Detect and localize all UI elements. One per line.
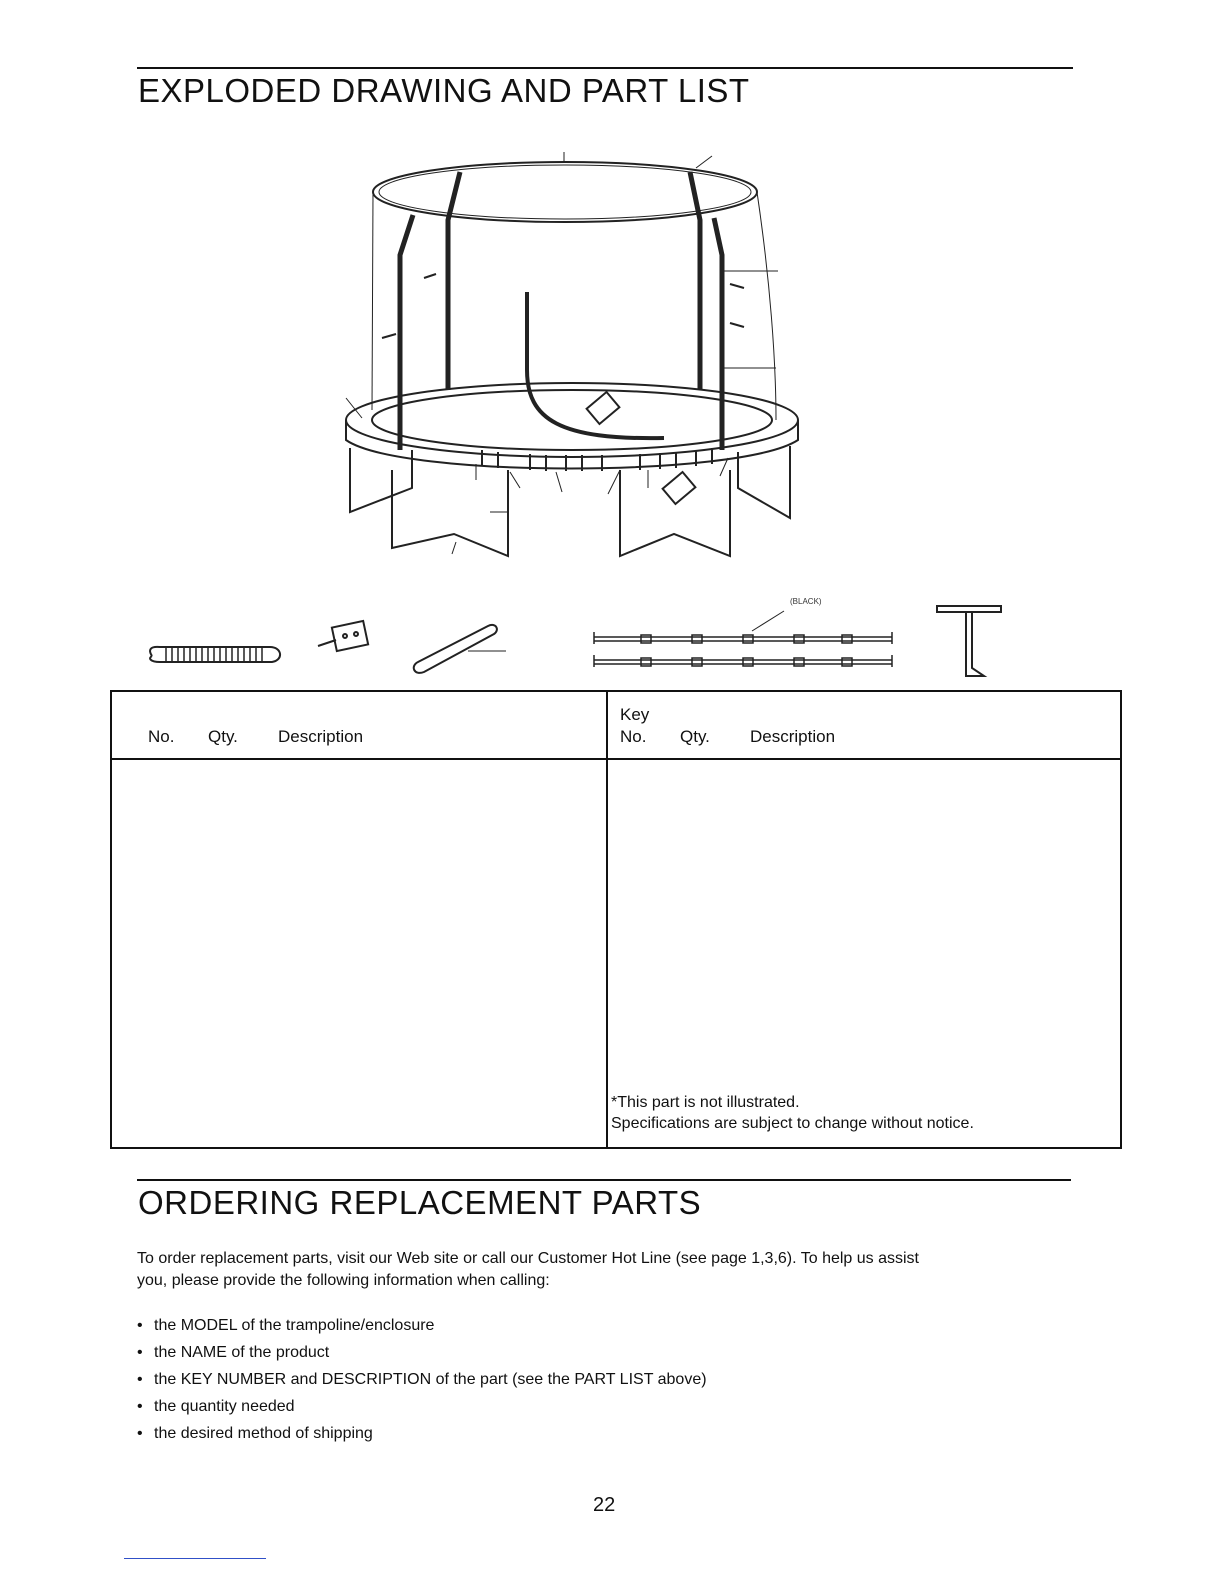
frame-pad-band [346, 420, 798, 469]
left-header-qty: Qty. [208, 727, 238, 746]
net-right-side [757, 192, 776, 420]
right-header-description: Description [750, 727, 836, 746]
support-tube [527, 292, 664, 438]
page-number: 22 [593, 1494, 616, 1516]
exploded-drawing [0, 0, 1224, 690]
bracket-part [318, 621, 368, 651]
warning-tag [587, 392, 620, 424]
right-header-no: No. [620, 727, 647, 746]
specifications-note: Specifications are subject to change without notice. [611, 1115, 974, 1132]
ordering-intro-line1: To order replacement parts, visit our Web site or call our Customer Hot Line (see page 1,3,6). To help us assist [137, 1250, 919, 1267]
ordering-intro-line2: you, please provide the following information when calling: [137, 1272, 550, 1289]
trampoline-frame [346, 383, 798, 457]
parts-table [110, 690, 1122, 1149]
left-header-no: No. [148, 727, 175, 746]
right-header-qty: Qty. [680, 727, 710, 746]
pole-left-back [448, 172, 460, 390]
list-item: • the desired method of shipping [137, 1425, 373, 1442]
tube-part [414, 625, 506, 673]
middle-rule [137, 1179, 1071, 1181]
leg-right-front [620, 470, 730, 556]
ordering-bullet-list [137, 1312, 707, 1447]
section-title-exploded: EXPLODED DRAWING AND PART LIST [138, 72, 750, 109]
pole-left-front [400, 215, 413, 450]
strap-part-bottom [594, 655, 892, 667]
strap-part-top [594, 611, 892, 644]
table-divider [606, 692, 608, 1147]
list-item: • the MODEL of the trampoline/enclosure [137, 1317, 435, 1334]
pole-right-front [714, 218, 722, 450]
list-item: • the NAME of the product [137, 1344, 330, 1361]
list-item: • the quantity needed [137, 1398, 295, 1415]
net-left-side [372, 192, 373, 410]
ordering-intro [137, 1248, 1077, 1292]
leg-left-front [392, 470, 508, 556]
not-illustrated-note: *This part is not illustrated. [611, 1094, 800, 1111]
t-rod-part [937, 606, 1001, 676]
spring-part [150, 646, 280, 663]
pole-right-back [690, 172, 700, 390]
warning-tag-2 [663, 472, 696, 504]
table-header-rule [112, 758, 1120, 760]
left-header-description: Description [278, 727, 364, 746]
black-label: (BLACK) [790, 597, 822, 606]
right-header-key: Key [620, 705, 650, 724]
bottom-link-underline[interactable] [124, 1558, 266, 1559]
list-item: • the KEY NUMBER and DESCRIPTION of the part (see the PART LIST above) [137, 1371, 707, 1388]
section-title-ordering: ORDERING REPLACEMENT PARTS [138, 1184, 702, 1221]
